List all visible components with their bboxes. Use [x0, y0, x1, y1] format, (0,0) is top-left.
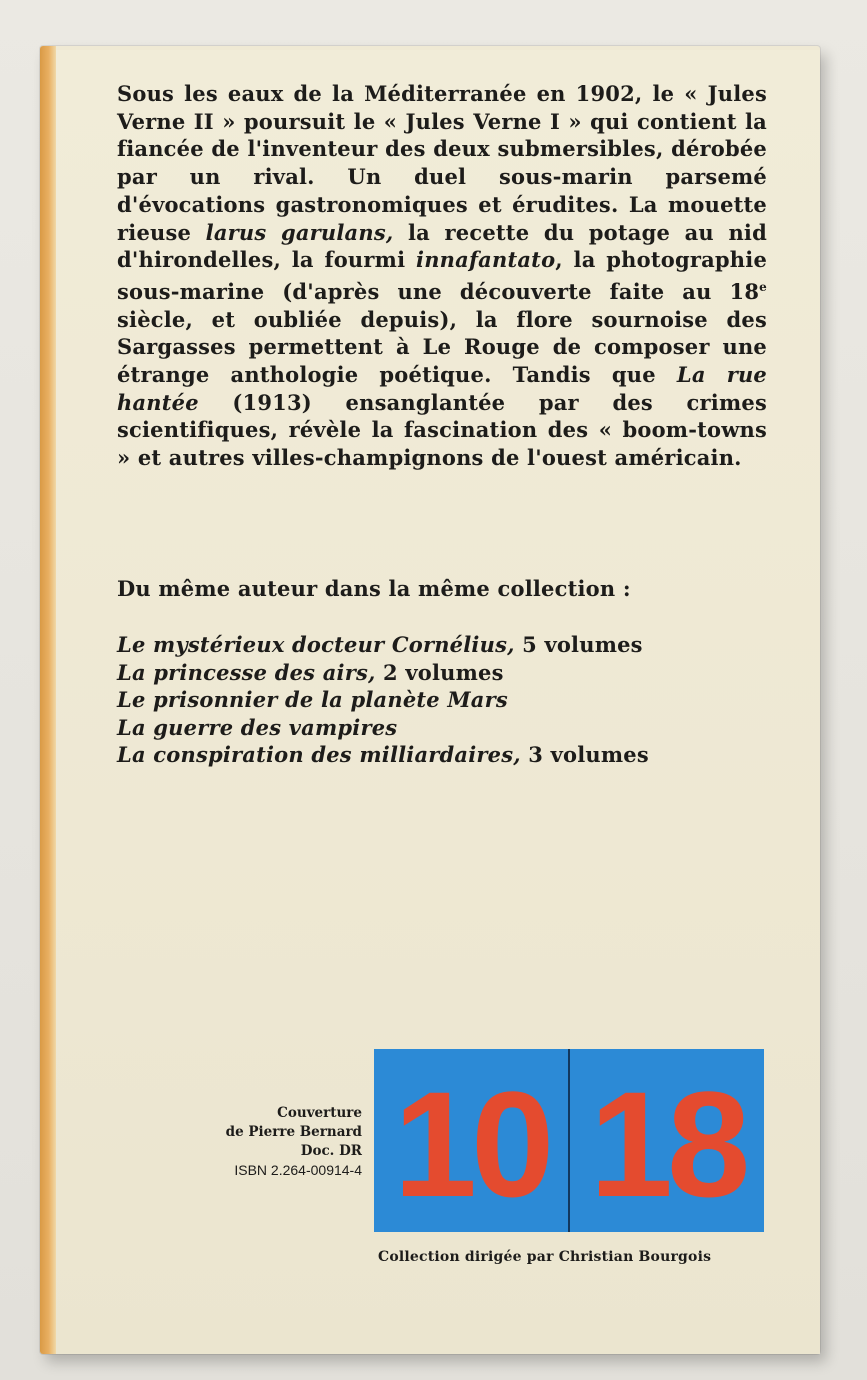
blurb-italic-rue-hantee: La rue hantée [117, 362, 767, 415]
titles-list [117, 631, 649, 769]
list-item [117, 686, 649, 714]
list-item [117, 631, 649, 659]
book-volumes: 5 volumes [514, 632, 643, 657]
credit-line: de Pierre Bernard [225, 1124, 362, 1140]
credit-line: Doc. DR [300, 1143, 362, 1159]
book-title: Le prisonnier de la planète Mars [117, 687, 508, 712]
publisher-logo-10-18 [374, 1049, 764, 1232]
blurb-italic-innafantato: innafantato [416, 247, 556, 273]
blurb-text: la recette du potage au nid d'hirondelles, la fourmi [117, 219, 767, 273]
blurb-italic-larus: larus garulans, [205, 219, 394, 245]
list-item [117, 714, 649, 742]
collection-director-line: Collection dirigée par Christian Bourgois [378, 1249, 712, 1265]
book-title: Le mystérieux docteur Cornélius, [117, 632, 515, 657]
blurb-text: (1913) ensanglantée par des crimes scientifiques, révèle la fascination des « boom-towns » et autres villes-champignons de l'ouest américain. [117, 389, 767, 471]
blurb-text: siècle, et oubliée depuis), la flore sournoise des Sargasses permettent à Le Rouge de composer une étrange anthologie poétique. Tandis que [117, 306, 767, 388]
blurb-superscript: e [759, 279, 767, 294]
book-title: La princesse des airs, [117, 659, 376, 685]
book-volumes: 3 volumes [520, 742, 649, 767]
same-author-heading: Du même auteur dans la même collection : [117, 576, 631, 601]
book-title: La guerre des vampires [117, 714, 398, 740]
list-item [117, 659, 649, 687]
blurb-text: Sous les eaux de la Méditerranée en 1902, le « Jules Verne II » poursuit le « Jules Verne I » qui contient la fiancée de l'inventeur des deux submersibles, dérobée par un rival. Un duel sous-marin parsemé d'évocations gastronomiques et érudites. La mouette rieuse [117, 81, 767, 245]
book-volumes: 2 volumes [375, 659, 504, 685]
cover-credits [226, 1104, 362, 1180]
blurb-paragraph [117, 80, 767, 472]
spine-edge [40, 46, 56, 1354]
credit-line: Couverture [277, 1105, 362, 1121]
book-title: La conspiration des milliardaires, [117, 742, 521, 767]
list-item [117, 741, 649, 769]
logo-number-left: 10 [393, 1059, 549, 1228]
logo-number-right: 18 [589, 1059, 745, 1228]
blurb-text: , la photographie sous-marine (d'après une découverte faite au 18 [117, 247, 768, 304]
isbn-number: ISBN 2.264-00914-4 [234, 1162, 362, 1178]
